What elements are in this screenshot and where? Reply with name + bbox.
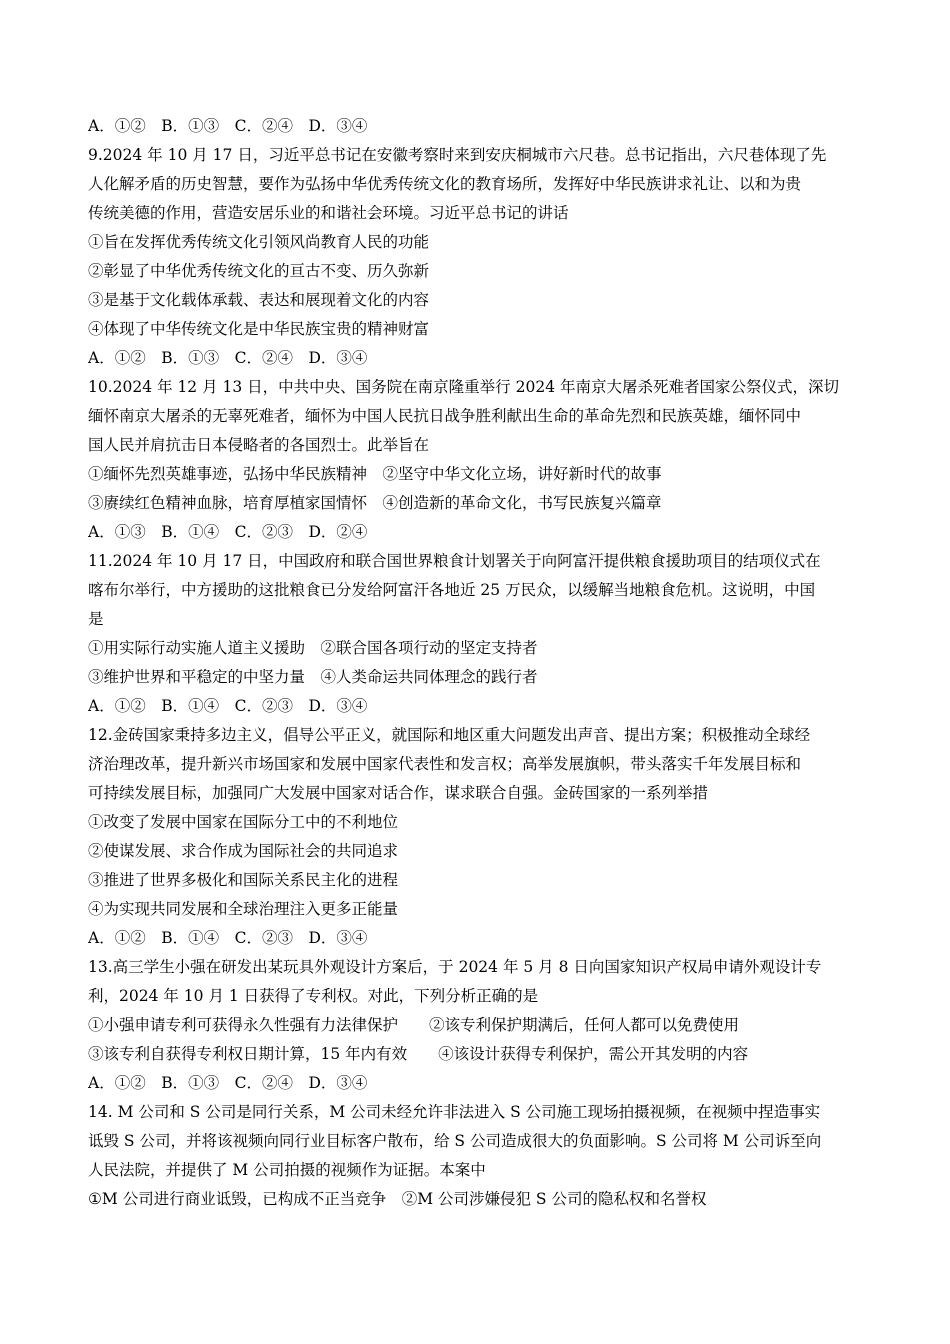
exam-page	[88, 112, 873, 1214]
question-10-options-3-4: ③赓续红色精神血脉，培育厚植家国情怀 ④创造新的革命文化，书写民族复兴篇章	[88, 494, 662, 512]
question-12-stem-line-3: 可持续发展目标，加强同广大发展中国家对话合作，谋求联合自强。金砖国家的一系列举措	[88, 784, 709, 802]
question-14-options-1-2: ①M 公司进行商业诋毁，已构成不正当竞争 ②M 公司涉嫌侵犯 S 公司的隐私权和名誉权	[88, 1190, 707, 1208]
question-12-stem-line-1: 12.金砖国家秉持多边主义，倡导公平正义，就国际和地区重大问题发出声音、提出方案；积极推动全球经	[88, 726, 811, 744]
question-12-stem-line-2: 济治理改革，提升新兴市场国家和发展中国家代表性和发言权；高举发展旗帜，带头落实千年发展目标和	[88, 755, 802, 773]
answer-options-q9: A．①② B．①③ C．②④ D．③④	[88, 349, 368, 367]
question-14-stem-line-2: 诋毁 S 公司，并将该视频向同行业目标客户散布，给 S 公司造成很大的负面影响。S 公司将 M 公司诉至向	[88, 1132, 822, 1150]
question-12-option-2: ②使谋发展、求合作成为国际社会的共同追求	[88, 842, 399, 860]
question-10-stem-line-1: 10.2024 年 12 月 13 日，中共中央、国务院在南京隆重举行 2024 年南京大屠杀死难者国家公祭仪式，深切	[88, 378, 839, 396]
answer-options-q12: A．①② B．①④ C．②③ D．③④	[88, 929, 368, 947]
question-9-stem-line-1: 9.2024 年 10 月 17 日，习近平总书记在安徽考察时来到安庆桐城市六尺巷。总书记指出，六尺巷体现了先	[88, 146, 827, 164]
question-9-stem-line-2: 人化解矛盾的历史智慧，要作为弘扬中华优秀传统文化的教育场所，发挥好中华民族讲求礼让、以和为贵	[88, 175, 802, 193]
question-11-stem-line-1: 11.2024 年 10 月 17 日，中国政府和联合国世界粮食计划署关于向阿富汗提供粮食援助项目的结项仪式在	[88, 552, 821, 570]
question-14-stem-line-1: 14. M 公司和 S 公司是同行关系，M 公司未经允许非法进入 S 公司施工现场拍摄视频，在视频中捏造事实	[88, 1103, 821, 1121]
question-9-option-2: ②彰显了中华优秀传统文化的亘古不变、历久弥新	[88, 262, 430, 280]
answer-options-q8: A．①② B．①③ C．②④ D．③④	[88, 117, 368, 135]
answer-options-q11: A．①② B．①④ C．②③ D．③④	[88, 697, 368, 715]
question-10-options-1-2: ①缅怀先烈英雄事迹，弘扬中华民族精神 ②坚守中华文化立场，讲好新时代的故事	[88, 465, 662, 483]
question-13-options-3-4: ③该专利自获得专利权日期计算，15 年内有效 ④该设计获得专利保护，需公开其发明的内容	[88, 1045, 749, 1063]
question-14-stem-line-3: 人民法院，并提供了 M 公司拍摄的视频作为证据。本案中	[88, 1161, 486, 1179]
question-11-options-3-4: ③维护世界和平稳定的中坚力量 ④人类命运共同体理念的践行者	[88, 668, 538, 686]
question-12-option-4: ④为实现共同发展和全球治理注入更多正能量	[88, 900, 399, 918]
answer-options-q13: A．①② B．①③ C．②④ D．③④	[88, 1074, 368, 1092]
question-9-option-4: ④体现了中华传统文化是中华民族宝贵的精神财富	[88, 320, 430, 338]
question-11-stem-line-2: 喀布尔举行，中方援助的这批粮食已分发给阿富汗各地近 25 万民众，以缓解当地粮食危机。这说明，中国	[88, 581, 816, 599]
question-9-option-1: ①旨在发挥优秀传统文化引领风尚教育人民的功能	[88, 233, 430, 251]
question-10-stem-line-3: 国人民并肩抗击日本侵略者的各国烈士。此举旨在	[88, 436, 430, 454]
question-11-stem-line-3: 是	[88, 610, 104, 628]
question-13-stem-line-1: 13.高三学生小强在研发出某玩具外观设计方案后，于 2024 年 5 月 8 日向国家知识产权局申请外观设计专	[88, 958, 822, 976]
question-9-stem-line-3: 传统美德的作用，营造安居乐业的和谐社会环境。习近平总书记的讲话	[88, 204, 569, 222]
question-9-option-3: ③是基于文化载体承载、表达和展现着文化的内容	[88, 291, 430, 309]
question-12-option-3: ③推进了世界多极化和国际关系民主化的进程	[88, 871, 399, 889]
question-10-stem-line-2: 缅怀南京大屠杀的无辜死难者，缅怀为中国人民抗日战争胜利献出生命的革命先烈和民族英雄，缅怀同中	[88, 407, 802, 425]
question-13-options-1-2: ①小强申请专利可获得永久性强有力法律保护 ②该专利保护期满后，任何人都可以免费使用	[88, 1016, 740, 1034]
question-13-stem-line-2: 利，2024 年 10 月 1 日获得了专利权。对此，下列分析正确的是	[88, 987, 539, 1005]
answer-options-q10: A．①③ B．①④ C．②③ D．②④	[88, 523, 368, 541]
question-12-option-1: ①改变了发展中国家在国际分工中的不利地位	[88, 813, 399, 831]
question-11-options-1-2: ①用实际行动实施人道主义援助 ②联合国各项行动的坚定支持者	[88, 639, 538, 657]
